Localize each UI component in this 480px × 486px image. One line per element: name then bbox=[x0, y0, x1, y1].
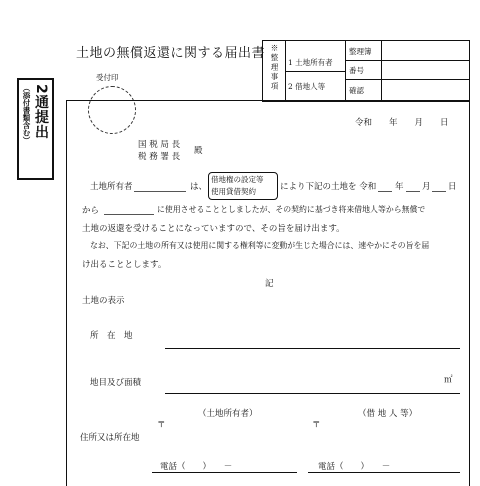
owner-name-blank[interactable] bbox=[134, 191, 186, 192]
contract-option-loan[interactable]: 使用貸借契約 bbox=[211, 187, 256, 196]
month-unit: 月 bbox=[422, 182, 431, 192]
recipient-suffix: 殿 bbox=[194, 146, 203, 156]
admin-party1: 1 土地所有者 bbox=[288, 58, 333, 67]
area-unit: ㎡ bbox=[444, 375, 453, 385]
lessee-address-line[interactable] bbox=[308, 472, 460, 473]
address-label: 住所又は所在地 bbox=[80, 433, 140, 443]
land-section-heading: 土地の表示 bbox=[82, 296, 125, 306]
form-title: 土地の無償返還に関する届出書 bbox=[76, 46, 266, 61]
body-line4: なお、下記の土地の所有又は使用に関する権利等に変動が生じた場合には、速やかにその旨を届 bbox=[90, 241, 430, 250]
owner-label: 土地所有者 bbox=[90, 182, 133, 192]
submission-date[interactable]: 令和 年 月 日 bbox=[355, 118, 449, 128]
day-blank[interactable] bbox=[432, 191, 446, 192]
admin-mark: ※整理事項 bbox=[270, 44, 279, 92]
area-label: 地目及び面積 bbox=[90, 378, 142, 388]
area-field-line[interactable] bbox=[165, 393, 460, 394]
form-body-frame bbox=[66, 100, 470, 486]
owner-address-line[interactable] bbox=[152, 472, 297, 473]
badge-main-text: 2通提出 bbox=[33, 84, 49, 140]
day-unit: 日 bbox=[448, 182, 457, 192]
year-unit: 年 bbox=[395, 182, 404, 192]
admin-label-number: 番号 bbox=[349, 66, 364, 75]
location-label: 所 在 地 bbox=[90, 331, 133, 341]
ha-text: は、 bbox=[190, 182, 208, 192]
badge-sub-text: （添付書類含む） bbox=[22, 84, 31, 144]
month-blank[interactable] bbox=[406, 191, 420, 192]
body-line5: け出ることとします。 bbox=[82, 260, 167, 270]
owner-phone[interactable]: 電話（ ） － bbox=[160, 462, 233, 472]
recipient-line2: 税 務 署 長 bbox=[138, 152, 181, 162]
body-line3: 土地の返還を受けることになっていますので、その旨を届け出ます。 bbox=[82, 224, 345, 234]
location-field-line[interactable] bbox=[165, 348, 460, 349]
contract-option-lease[interactable]: 借地権の設定等 bbox=[211, 175, 264, 184]
owner-column-heading: （土地所有者） bbox=[198, 409, 258, 419]
owner-postal-mark: 〒 bbox=[157, 420, 166, 430]
lessee-column-heading: （借 地 人 等） bbox=[358, 409, 418, 419]
after-contract-text: により下記の土地を 令和 bbox=[280, 182, 377, 192]
admin-label-confirm: 確認 bbox=[349, 86, 364, 95]
admin-label-register: 整理簿 bbox=[349, 47, 372, 56]
stamp-label: 受付印 bbox=[96, 73, 119, 82]
admin-box bbox=[262, 40, 470, 102]
year-blank[interactable] bbox=[378, 191, 392, 192]
submission-count-badge bbox=[17, 78, 54, 180]
lessee-name-blank[interactable] bbox=[104, 214, 154, 215]
recipient-line1: 国 税 局 長 bbox=[138, 140, 181, 150]
lessee-phone[interactable]: 電話（ ） － bbox=[318, 462, 391, 472]
ki-heading: 記 bbox=[265, 279, 274, 289]
admin-party2: 2 借地人等 bbox=[288, 82, 326, 91]
body-line2: に使用させることとしましたが、その契約に基づき将来借地人等から無償で bbox=[157, 205, 426, 214]
kara-text: から bbox=[82, 206, 100, 216]
lessee-postal-mark: 〒 bbox=[312, 420, 321, 430]
